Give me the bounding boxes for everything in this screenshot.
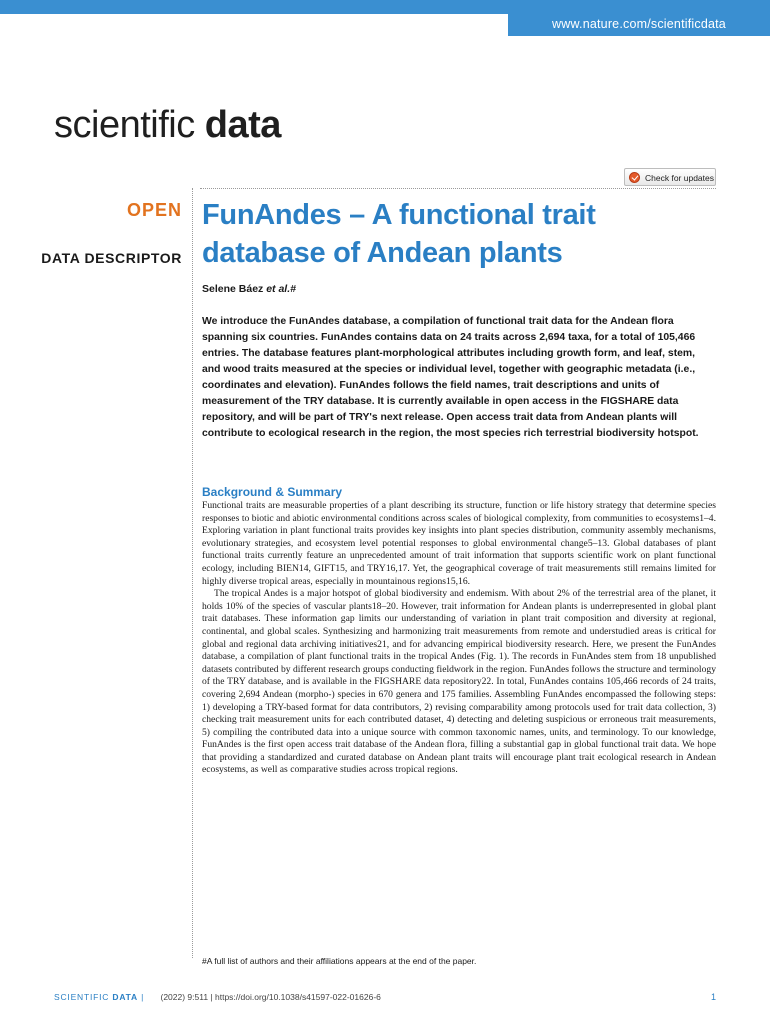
journal-logo: [54, 104, 281, 147]
check-updates-icon: [629, 172, 640, 183]
abstract: [202, 314, 716, 442]
author-names: Selene Báez: [202, 283, 264, 295]
footer-journal-bold: DATA: [112, 992, 138, 1002]
section-heading: Background & Summary: [202, 485, 343, 499]
body-paragraph: Functional traits are measurable properties of a plant describing its structure, function or life history strategy that determine species responses to biotic and abiotic environmental conditions across scales of biological complexity, from communities to ecosystems1–4. Exploring variation in plant functional traits provides key insights into plant species distribution, community assembly mechanisms, evolutionary strategies, and ecosystem level potential responses to global environmental change5–13. Global databases of plant functional traits currently feature an unprecedented amount of trait information that supports scientific work on plant functional ecology, including BIEN14, GIFT15, and TRY16,17. Yet, the geographical coverage of trait measurements still remains limited for highly diverse tropical areas, especially in mountainous regions15,16.: [202, 500, 716, 587]
abstract-text: We introduce the FunAndes database, a compilation of functional trait data for the Andean flora spanning six countries. FunAndes contains data on 24 traits across 2,694 taxa, for a total of 105,466 entries. The database features plant-morphological attributes including growth form, and leaf, stem, and wood traits measured at the species or individual level, together with geographic metadata (i.e., coordinates and elevation). FunAndes follows the field names, trait descriptions and units of measurement of the TRY database. It is currently available in open access in the FIGSHARE data repository, and will be part of TRY's next release. Open access trait data from Andean plants will contribute to ecological research in the region, the most species rich terrestrial biodiversity hotspot.: [202, 316, 699, 439]
page-footer: [54, 992, 381, 1002]
open-access-label: OPEN: [126, 200, 182, 220]
check-updates-label: Check for updates: [645, 173, 714, 183]
vertical-dotted-rule: [192, 188, 193, 958]
footer-separator: |: [137, 992, 145, 1002]
logo-bold-text: data: [204, 104, 281, 146]
author-footnote: #A full list of authors and their affiliations appears at the end of the paper.: [202, 956, 477, 966]
body-paragraph: The tropical Andes is a major hotspot of global biodiversity and endemism. With about 2% of the terrestrial area of the planet, it holds 10% of the species of vascular plants18–20. However, trait information for Andean plants is underrepresented in global plant trait databases. These information gap limits our understanding of variation in plant trait composition and diversity at regional, continental, and global scales. Synthesizing and harmonizing trait measurements from remote and understudied areas is critical for global and regional data archiving initiatives21, and for advancing empirical biodiversity research. Here, we present the FunAndes database, a compilation of plant functional traits in the tropical Andes (Fig. 1). The records in FunAndes stem from 18 unpublished datasets contributed by different research groups conducting fieldwork in the region. FunAndes follows the structure and terminology of the TRY database, and is available in the FIGSHARE data repository22. In total, FunAndes contains 105,466 records of 24 traits, covering 2,694 Andean (morpho-) species in 670 genera and 175 families. Assembling FunAndes encompassed the following steps: 1) developing a TRY-based format for data contributors, 2) revising comparability among protocols used for trait data collection, 3) checking trait measurement units for each contributed dataset, 4) detecting and deleting suspicious or erroneous trait measurements, 5) compiling the contributed data into a unique source with common taxonomic names, units, and terminology. To our knowledge, FunAndes is the first open access trait database of the Andean flora, filling a substantial gap in global functional trait data. We hope that providing a standardized and curated database on Andean plant traits will encourage plant trait ecological research in Andean ecosystems, as well as comparative studies across tropical regions.: [202, 588, 716, 776]
author-suffix: et al.#: [266, 283, 296, 295]
article-title: FunAndes – A functional trait database of Andean plants: [202, 199, 596, 269]
footer-journal-name: [54, 992, 144, 1002]
footer-citation-doi[interactable]: (2022) 9:511 | https://doi.org/10.1038/s41597-022-01626-6: [160, 992, 381, 1002]
logo-light-text: scientific: [54, 104, 195, 146]
footer-journal-light: SCIENTIFIC: [54, 992, 110, 1002]
journal-url-link[interactable]: www.nature.com/scientificdata: [508, 14, 770, 36]
body-text: [202, 500, 716, 777]
author-line: [202, 283, 296, 295]
horizontal-dotted-rule: [200, 188, 716, 189]
top-color-bar: [0, 0, 770, 14]
check-for-updates-button[interactable]: [624, 168, 716, 186]
article-type-label: DATA DESCRIPTOR: [41, 250, 182, 266]
page-number: 1: [710, 992, 716, 1002]
